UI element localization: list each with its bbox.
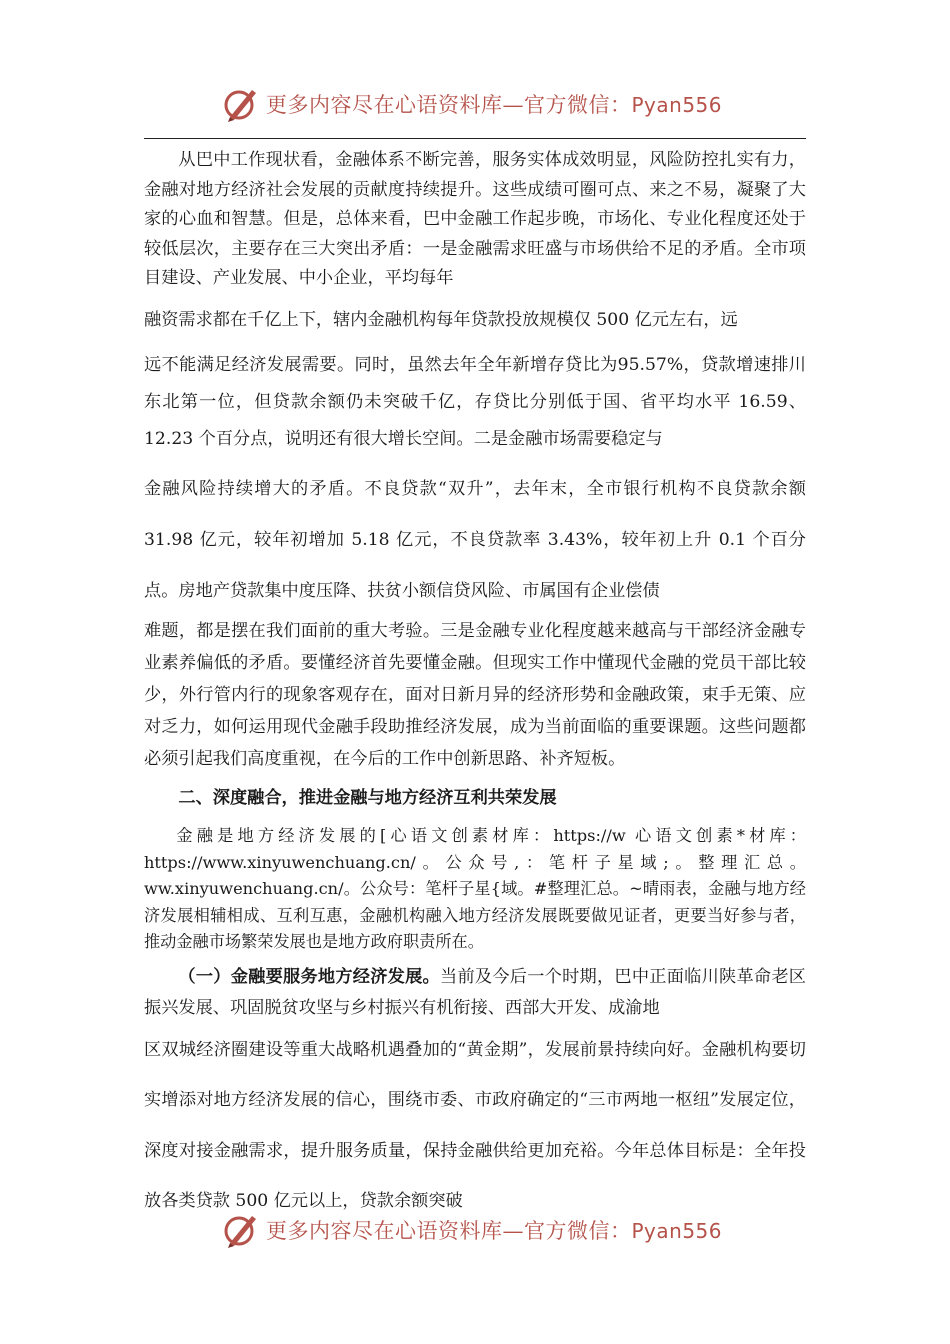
paragraph-3-text: 当前及今后一个时期，巴中正面临川陕革命老区振兴发展、巩固脱贫攻坚与乡村振兴有机衔接、西部大开发、成渝地 <box>144 966 806 1018</box>
paragraph-3-lead: （一）金融要服务地方经济发展。 <box>178 966 440 987</box>
paragraph-1d: 金融风险持续增大的矛盾。不良贷款“双升”，去年末，全市银行机构不良贷款余额 31.98 亿元，较年初增加 5.18 亿元，不良贷款率 3.43%，较年初上升 0.1 个百分点。房地产贷款集中度压降、扶贫小额信贷风险、市属国有企业偿债 <box>144 479 806 601</box>
footer-banner <box>0 1210 950 1250</box>
banner-inner <box>222 84 722 124</box>
banner-text: 更多内容尽在心语资料库—官方微信：Pyan556 <box>266 93 723 117</box>
pen-logo-icon <box>222 84 262 124</box>
banner-wechat-id: Pyan556 <box>631 93 723 117</box>
pen-logo-icon <box>222 1210 262 1250</box>
paragraph-1c: 远不能满足经济发展需要。同时，虽然去年全年新增存贷比为95.57%，贷款增速排川东北第一位，但贷款余额仍未突破千亿，存贷比分别低于国、省平均水平 16.59、12.23 个百分点，说明还有很大增长空间。二是金融市场需要稳定与 <box>144 355 806 449</box>
paragraph-3 <box>144 962 806 1025</box>
header-banner <box>0 84 950 124</box>
document-body <box>144 146 806 1227</box>
header-rule <box>144 138 806 139</box>
paragraph-1e: 难题，都是摆在我们面前的重大考验。三是金融专业化程度越来越高与干部经济金融专业素养偏低的矛盾。要懂经济首先要懂金融。但现实工作中懂现代金融的党员干部比较少，外行管内行的现象客观存在，面对日新月异的经济形势和金融政策，束手无策、应对乏力，如何运用现代金融手段助推经济发展，成为当前面临的重要课题。这些问题都必须引起我们高度重视，在今后的工作中创新思路、补齐短板。 <box>144 621 806 769</box>
footer-wechat-id: Pyan556 <box>631 1219 723 1243</box>
footer-banner-text: 更多内容尽在心语资料库—官方微信：Pyan556 <box>266 1219 723 1243</box>
paragraph-1b: 融资需求都在千亿上下，辖内金融机构每年贷款投放规模仅 500 亿元左右，远 <box>144 309 738 330</box>
section-heading-2: 二、深度融合，推进金融与地方经济互利共荣发展 <box>178 788 557 808</box>
paragraph-2: 金融是地方经济发展的[心语文创素材库：https://w 心语文创素*材库：https://www.xinyuwenchuang.cn/。公众号,：笔杆子星域;。整理汇总。ww.xinyuwenchuang.cn/。公众号：笔杆子星{域。#整理汇总。~晴雨表，金融与地方经济发展相辅相成、互利互惠，金融机构融入地方经济发展既要做见证者，更要当好参与者，推动金融市场繁荣发展也是地方政府职责所在。 <box>144 826 806 951</box>
paragraph-1: 从巴中工作现状看，金融体系不断完善，服务实体成效明显，风险防控扎实有力，金融对地方经济社会发展的贡献度持续提升。这些成绩可圈可点、来之不易，凝聚了大家的心血和智慧。但是，总体来看，巴中金融工作起步晚，市场化、专业化程度还处于较低层次，主要存在三大突出矛盾：一是金融需求旺盛与市场供给不足的矛盾。全市项目建设、产业发展、中小企业，平均每年 <box>144 150 806 288</box>
footer-banner-inner <box>222 1210 722 1250</box>
paragraph-3b: 区双城经济圈建设等重大战略机遇叠加的“黄金期”，发展前景持续向好。金融机构要切实增添对地方经济发展的信心，围绕市委、市政府确定的“三市两地一枢纽”发展定位，深度对接金融需求，提升服务质量，保持金融供给更加充裕。今年总体目标是：全年投放各类贷款 500 亿元以上，贷款余额突破 <box>144 1039 806 1211</box>
